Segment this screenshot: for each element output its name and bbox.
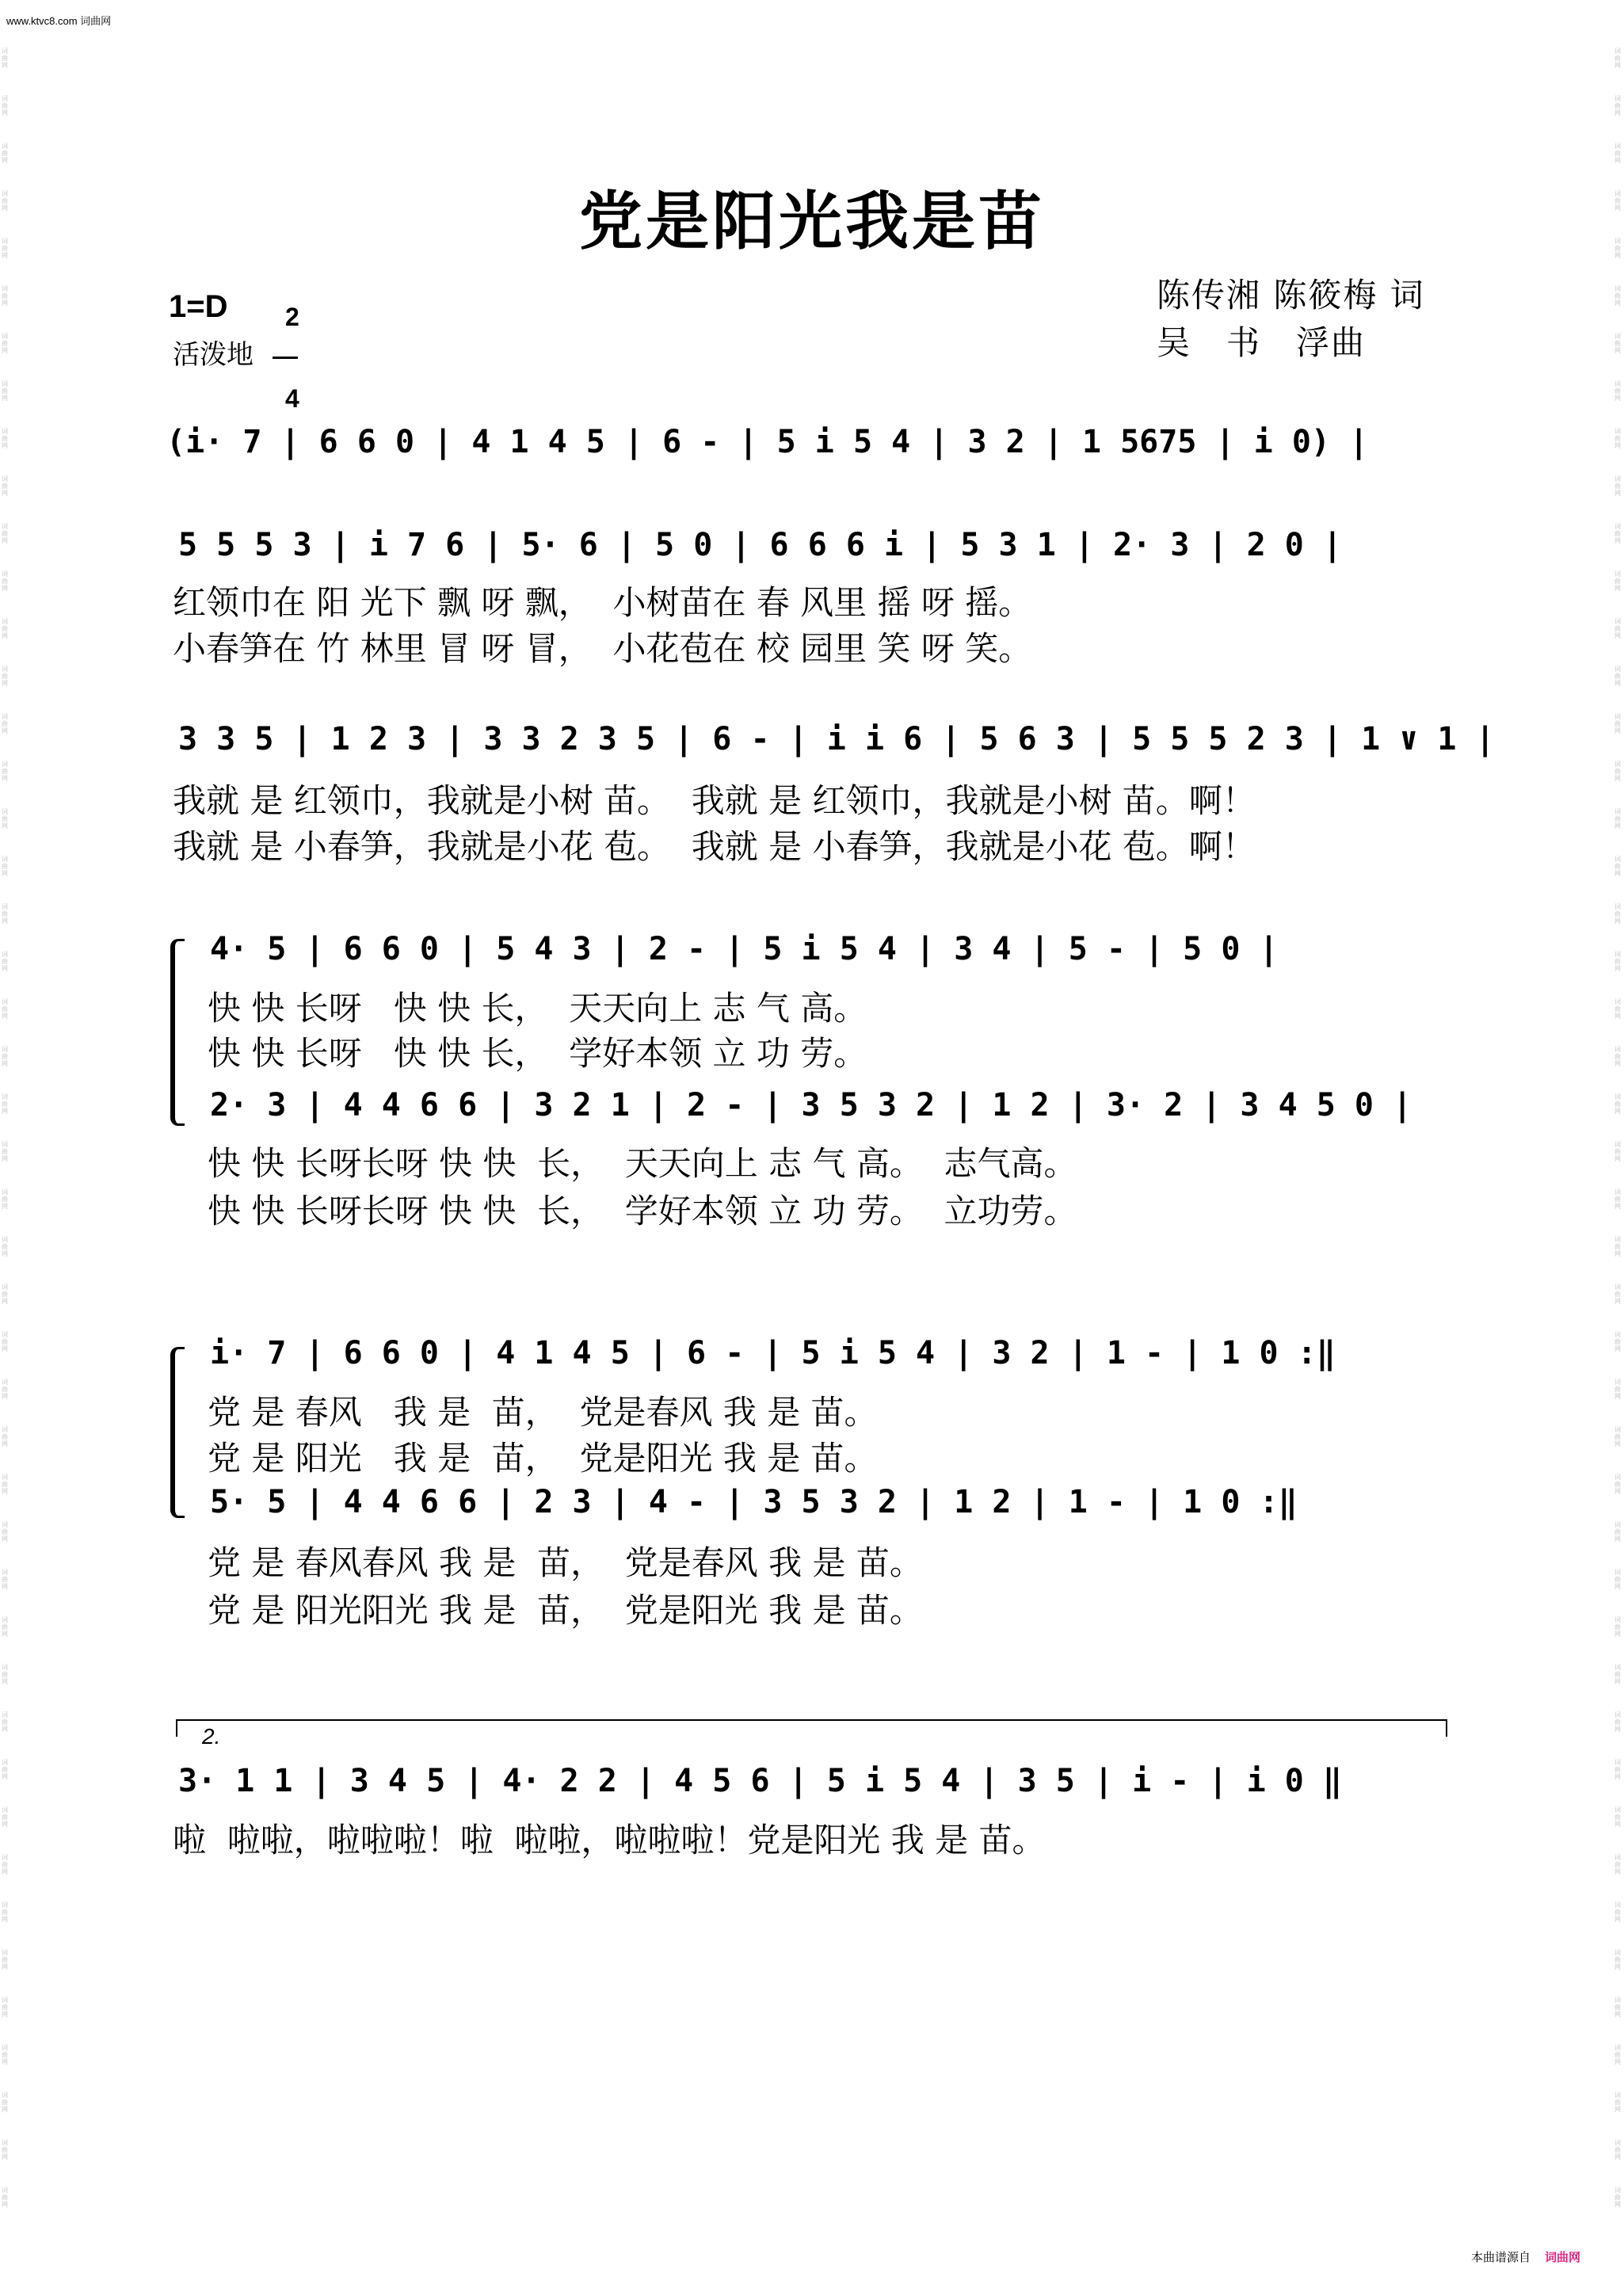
side-watermark-mark: 词 曲 网 — [2, 2044, 8, 2065]
side-watermark-mark: 词 曲 网 — [1614, 1236, 1621, 1257]
system-2-notes: 5 5 5 3 | i 7 6 | 5· 6 | 5 0 | 6 6 6 i | 5 3 1 | 2· 3 | 2 0 | — [178, 527, 1343, 563]
system-3-lyric-2: 我就 是 小春笋，我就是小花 苞。 我就 是 小春笋，我就是小花 苞。啊！ — [173, 827, 1256, 866]
side-watermark-mark: 词 曲 网 — [2, 1616, 8, 1638]
lyricist-credit: 陈传湘 陈筱梅 词 — [1157, 276, 1425, 315]
side-watermark-mark: 词 曲 网 — [2, 951, 8, 972]
side-watermark-mark: 词 曲 网 — [2, 618, 8, 639]
side-watermark-mark: 词 曲 网 — [1614, 1949, 1621, 1970]
side-watermark-mark: 词 曲 网 — [2, 2139, 8, 2161]
system-7-lyric-2: 党 是 阳光阳光 我 是 苗， 党是阳光 我 是 苗。 — [208, 1591, 923, 1630]
system-3-lyric-1: 我就 是 红领巾，我就是小树 苗。 我就 是 红领巾，我就是小树 苗。啊！ — [173, 781, 1256, 820]
side-watermark-mark: 词 曲 网 — [1614, 2187, 1621, 2208]
side-watermark-mark: 词 曲 网 — [2, 666, 8, 687]
system-7-lyric-1: 党 是 春风春风 我 是 苗， 党是春风 我 是 苗。 — [208, 1543, 923, 1582]
side-watermark-mark: 词 曲 网 — [2, 1997, 8, 2018]
side-watermark-mark: 词 曲 网 — [1614, 190, 1621, 212]
composer-credit: 吴 书 浮曲 — [1157, 323, 1367, 362]
side-watermark-mark: 词 曲 网 — [2, 1901, 8, 1923]
time-signature-top: 2 — [284, 303, 299, 331]
system-4-lyric-2: 快 快 长呀 快 快 长， 学好本领 立 功 劳。 — [208, 1034, 867, 1073]
side-watermark-mark: 词 曲 网 — [1614, 1901, 1621, 1923]
system-6-notes: i· 7 | 6 6 0 | 4 1 4 5 | 6 - | 5 i 5 4 | 3 2 | 1 - | 1 0 :‖ — [210, 1335, 1336, 1371]
side-watermark-mark: 词 曲 网 — [1614, 428, 1621, 449]
source-footer — [1471, 2249, 1580, 2265]
side-watermark-mark: 词 曲 网 — [2, 998, 8, 1020]
side-watermark-mark: 词 曲 网 — [1614, 666, 1621, 687]
side-watermark-mark: 词 曲 网 — [1614, 808, 1621, 830]
side-watermark-mark: 词 曲 网 — [2, 1949, 8, 1970]
volta-bracket-right-tick — [1446, 1719, 1447, 1737]
side-watermark-mark: 词 曲 网 — [2, 1474, 8, 1495]
side-watermark-mark: 词 曲 网 — [1614, 1616, 1621, 1638]
side-watermark-mark: 词 曲 网 — [2, 761, 8, 782]
side-watermark-mark: 词 曲 网 — [2, 428, 8, 449]
side-watermark-mark: 词 曲 网 — [2, 475, 8, 497]
side-watermark-mark: 词 曲 网 — [1614, 1141, 1621, 1162]
two-part-brace-1 — [170, 939, 185, 1126]
side-watermark-mark: 词 曲 网 — [1614, 2139, 1621, 2161]
side-watermark-mark: 词 曲 网 — [1614, 1664, 1621, 1685]
system-5-notes: 2· 3 | 4 4 6 6 | 3 2 1 | 2 - | 3 5 3 2 | 1 2 | 3· 2 | 3 4 5 0 | — [210, 1087, 1412, 1123]
side-watermark-mark: 词 曲 网 — [2, 1236, 8, 1257]
side-watermark-mark: 词 曲 网 — [1614, 2044, 1621, 2065]
volta-bracket — [176, 1719, 1447, 1721]
side-watermark-mark: 词 曲 网 — [1614, 238, 1621, 259]
side-watermark-mark: 词 曲 网 — [2, 380, 8, 402]
side-watermark-mark: 词 曲 网 — [1614, 903, 1621, 925]
side-watermark-mark: 词 曲 网 — [1614, 998, 1621, 1020]
side-watermark-mark: 词 曲 网 — [2, 190, 8, 212]
side-watermark-mark: 词 曲 网 — [2, 333, 8, 354]
side-watermark-mark: 词 曲 网 — [1614, 2092, 1621, 2113]
system-4-lyric-1: 快 快 长呀 快 快 长， 天天向上 志 气 高。 — [208, 989, 867, 1028]
side-watermark-mark: 词 曲 网 — [1614, 475, 1621, 497]
side-watermark-mark: 词 曲 网 — [1614, 713, 1621, 734]
system-4-notes: 4· 5 | 6 6 0 | 5 4 3 | 2 - | 5 i 5 4 | 3 4 | 5 - | 5 0 | — [210, 931, 1279, 967]
system-1-notes: (i· 7 | 6 6 0 | 4 1 4 5 | 6 - | 5 i 5 4 | 3 2 | 1 5675 | i 0) | — [166, 424, 1369, 460]
side-watermark-mark: 词 曲 网 — [2, 95, 8, 116]
side-watermark-mark: 词 曲 网 — [1614, 1046, 1621, 1067]
system-7-notes: 5· 5 | 4 4 6 6 | 2 3 | 4 - | 3 5 3 2 | 1 2 | 1 - | 1 0 :‖ — [210, 1484, 1298, 1520]
side-watermark-mark: 词 曲 网 — [1614, 1474, 1621, 1495]
side-watermark-mark: 词 曲 网 — [2, 1711, 8, 1733]
two-part-brace-2 — [170, 1347, 185, 1518]
volta-label: 2. — [202, 1724, 221, 1749]
side-watermark-mark: 词 曲 网 — [1614, 1997, 1621, 2018]
side-watermark-mark: 词 曲 网 — [2, 1664, 8, 1685]
time-signature — [269, 279, 301, 411]
side-watermark-mark: 词 曲 网 — [1614, 570, 1621, 592]
side-watermark-mark: 词 曲 网 — [1614, 333, 1621, 354]
side-watermark-mark: 词 曲 网 — [2, 1331, 8, 1352]
side-watermark-mark: 词 曲 网 — [1614, 523, 1621, 544]
side-watermark-mark: 词 曲 网 — [2, 1188, 8, 1210]
side-watermark-mark: 词 曲 网 — [2, 48, 8, 69]
side-watermark-mark: 词 曲 网 — [2, 1046, 8, 1067]
system-8-lyric-1: 啦 啦啦，啦啦啦！啦 啦啦，啦啦啦！党是阳光 我 是 苗。 — [173, 1821, 1046, 1860]
side-watermark-mark: 词 曲 网 — [2, 1093, 8, 1115]
side-watermark-mark: 词 曲 网 — [1614, 143, 1621, 164]
system-5-lyric-1: 快 快 长呀长呀 快 快 长， 天天向上 志 气 高。 志气高。 — [208, 1144, 1077, 1183]
side-watermark-mark: 词 曲 网 — [1614, 1426, 1621, 1448]
system-6-lyric-2: 党 是 阳光 我 是 苗， 党是阳光 我 是 苗。 — [208, 1439, 878, 1478]
side-watermark-mark: 词 曲 网 — [2, 856, 8, 877]
side-watermark-mark: 词 曲 网 — [1614, 761, 1621, 782]
system-3-notes: 3 3 5 | 1 2 3 | 3 3 2 3 5 | 6 - | i i 6 | 5 6 3 | 5 5 5 2 3 | 1 ∨ 1 | — [178, 721, 1495, 757]
side-watermark-mark: 词 曲 网 — [1614, 856, 1621, 877]
side-watermark-mark: 词 曲 网 — [1614, 285, 1621, 307]
side-watermark-mark: 词 曲 网 — [1614, 380, 1621, 402]
side-watermark-mark: 词 曲 网 — [2, 903, 8, 925]
side-watermark-mark: 词 曲 网 — [1614, 618, 1621, 639]
side-watermark-mark: 词 曲 网 — [2, 2187, 8, 2208]
side-watermark-mark: 词 曲 网 — [2, 808, 8, 830]
key-signature: 1=D — [169, 289, 228, 324]
side-watermark-mark: 词 曲 网 — [2, 1284, 8, 1305]
side-watermark-mark: 词 曲 网 — [2, 238, 8, 259]
site-watermark: www.ktvc8.com 词曲网 — [6, 15, 112, 27]
side-watermark-mark: 词 曲 网 — [2, 1141, 8, 1162]
side-watermark-mark: 词 曲 网 — [1614, 1806, 1621, 1828]
side-watermark-mark: 词 曲 网 — [2, 1569, 8, 1590]
side-watermark-mark: 词 曲 网 — [2, 713, 8, 734]
time-signature-line — [273, 357, 298, 359]
system-8-notes: 3· 1 1 | 3 4 5 | 4· 2 2 | 4 5 6 | 5 i 5 4 | 3 5 | i - | i 0 ‖ — [178, 1763, 1343, 1799]
volta-bracket-left-tick — [176, 1719, 177, 1737]
side-watermark-mark: 词 曲 网 — [1614, 1854, 1621, 1875]
side-watermark-mark: 词 曲 网 — [1614, 1521, 1621, 1543]
side-watermark-mark: 词 曲 网 — [1614, 1093, 1621, 1115]
side-watermark-mark: 词 曲 网 — [2, 570, 8, 592]
system-2-lyric-2: 小春笋在 竹 林里 冒 呀 冒， 小花苞在 校 园里 笑 呀 笑。 — [173, 629, 1032, 668]
side-watermark-mark: 词 曲 网 — [2, 2092, 8, 2113]
side-watermark-mark: 词 曲 网 — [1614, 1284, 1621, 1305]
system-5-lyric-2: 快 快 长呀长呀 快 快 长， 学好本领 立 功 劳。 立功劳。 — [208, 1192, 1077, 1230]
side-watermark-mark: 词 曲 网 — [2, 1521, 8, 1543]
side-watermark-mark: 词 曲 网 — [1614, 95, 1621, 116]
side-watermark-mark: 词 曲 网 — [1614, 1759, 1621, 1780]
system-6-lyric-1: 党 是 春风 我 是 苗， 党是春风 我 是 苗。 — [208, 1393, 878, 1432]
time-signature-bottom: 4 — [284, 384, 299, 413]
tempo-marking: 活泼地 — [173, 339, 254, 371]
side-watermark-mark: 词 曲 网 — [1614, 1379, 1621, 1400]
side-watermark-mark: 词 曲 网 — [2, 1426, 8, 1448]
system-2-lyric-1: 红领巾在 阳 光下 飘 呀 飘， 小树苗在 春 风里 摇 呀 摇。 — [173, 583, 1032, 622]
side-watermark-mark: 词 曲 网 — [1614, 1711, 1621, 1733]
side-watermark-mark: 词 曲 网 — [2, 523, 8, 544]
side-watermark-mark: 词 曲 网 — [2, 1379, 8, 1400]
source-footer-brand: 词曲网 — [1544, 2251, 1580, 2264]
side-watermark-mark: 词 曲 网 — [2, 1806, 8, 1828]
side-watermark-mark: 词 曲 网 — [2, 143, 8, 164]
side-watermark-mark: 词 曲 网 — [2, 1854, 8, 1875]
song-title: 党是阳光我是苗 — [579, 184, 1045, 258]
side-watermark-mark: 词 曲 网 — [2, 285, 8, 307]
side-watermark-mark: 词 曲 网 — [1614, 1331, 1621, 1352]
source-footer-text: 本曲谱源自 — [1470, 2251, 1531, 2264]
side-watermark-mark: 词 曲 网 — [1614, 1188, 1621, 1210]
side-watermark-mark: 词 曲 网 — [1614, 1569, 1621, 1590]
side-watermark-mark: 词 曲 网 — [2, 1759, 8, 1780]
side-watermark-mark: 词 曲 网 — [1614, 951, 1621, 972]
side-watermark-mark: 词 曲 网 — [1614, 48, 1621, 69]
